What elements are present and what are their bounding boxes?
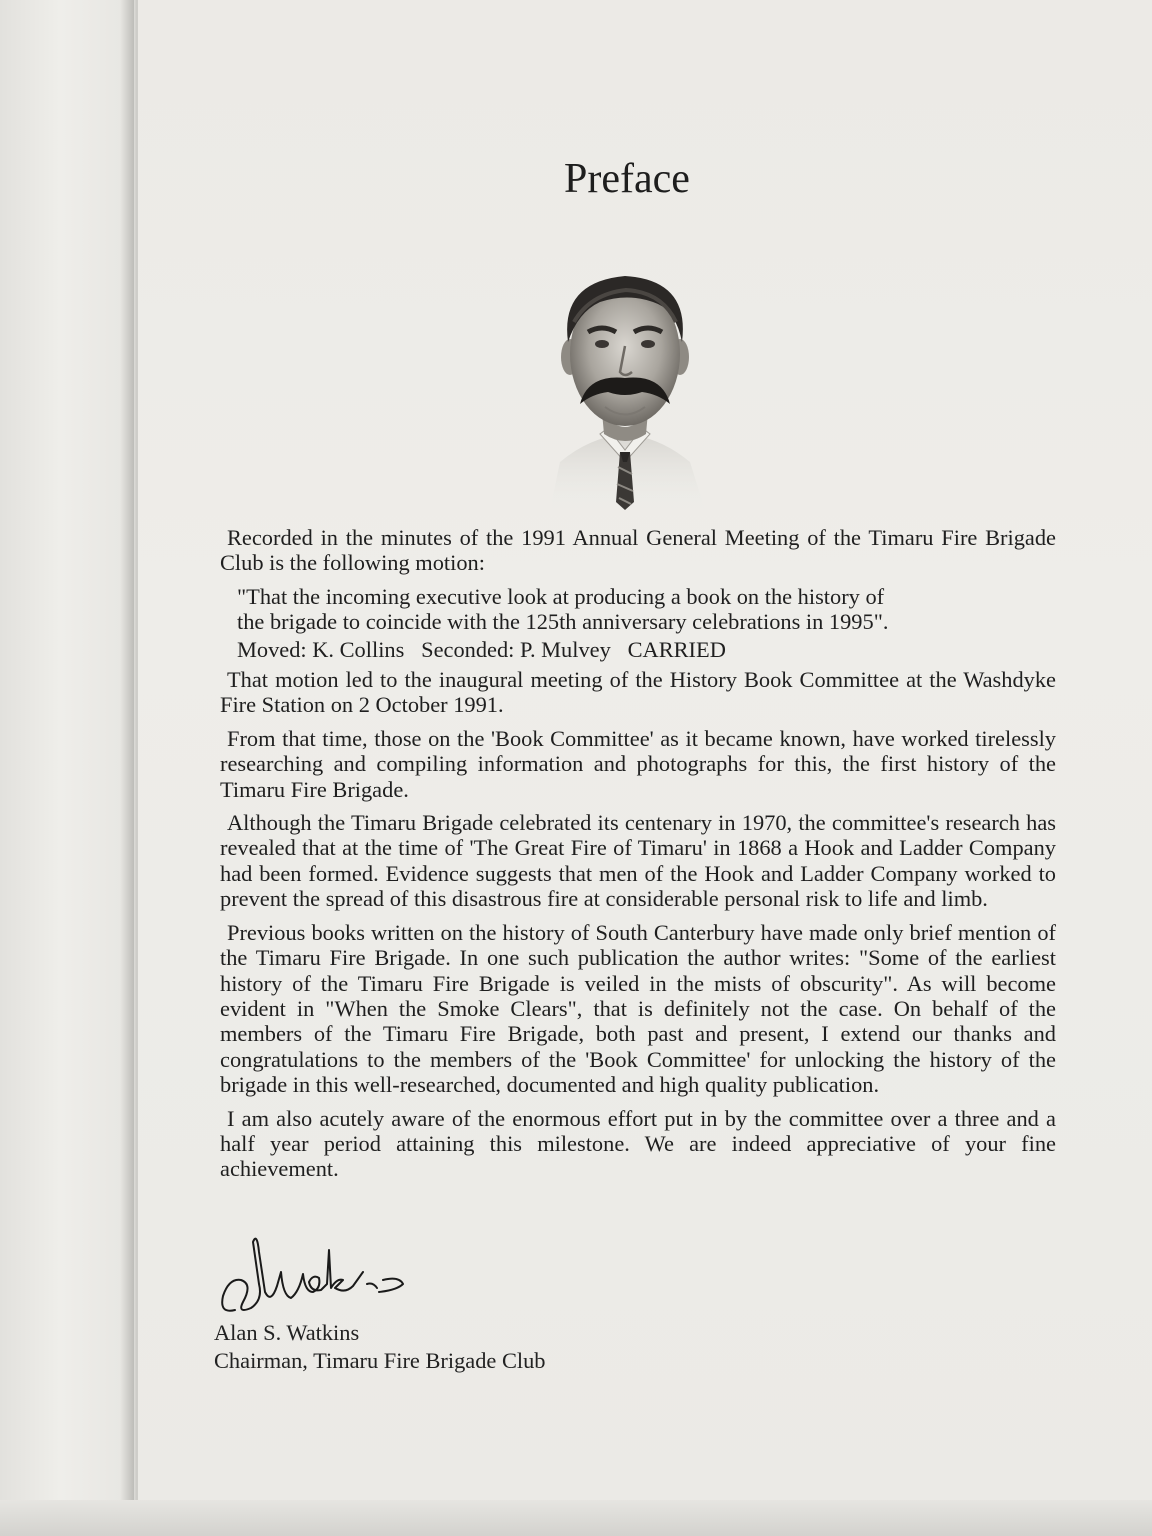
handwritten-signature [213,1222,413,1322]
left-page-edge [0,0,134,1536]
paragraph: From that time, those on the 'Book Committee' as it became known, have worked tirelessly researching and compiling information and photographs for this, the first history of the Timaru Fire Brigade. [220,725,1056,802]
signatory-role: Chairman, Timaru Fire Brigade Club [214,1348,546,1373]
motion-result: Moved: K. Collins Seconded: P. Mulvey CARRIED [237,636,726,662]
page-title: Preface [564,156,690,202]
motion-line: "That the incoming executive look at producing a book on the history of [237,583,885,609]
paragraph: I am also acutely aware of the enormous effort put in by the committee over a three and a half year period attaining this milestone. We are indeed appreciative of your fine achievement. [220,1105,1056,1182]
motion-line: the brigade to coincide with the 125th anniversary celebrations in 1995". [237,609,889,635]
paragraph: Recorded in the minutes of the 1991 Annual General Meeting of the Timaru Fire Brigade Club is the following motion: [220,525,1056,576]
signature-block [214,1319,546,1375]
paragraph: That motion led to the inaugural meeting of the History Book Committee at the Washdyke Fire Station on 2 October 1991. [220,667,1056,718]
preface-body [220,525,1056,1190]
paragraph: Although the Timaru Brigade celebrated its centenary in 1970, the committee's research has revealed that at the time of 'The Great Fire of Timaru' in 1868 a Hook and Ladder Company had been formed. Evidence suggests that men of the Hook and Ladder Company worked to prevent the spread of this disastrous fire at considerable personal risk to life and limb. [220,810,1056,912]
motion-quote [237,584,1056,635]
paragraph: Previous books written on the history of South Canterbury have made only brief mention of the Timaru Fire Brigade. In one such publication the author writes: "Some of the earliest history of the Timaru Fire Brigade is veiled in the mists of obscurity". As will become evident in "When the Smoke Clears", that is definitely not the case. On behalf of the members of the Timaru Fire Brigade, both past and present, I extend our thanks and congratulations to the members of the 'Book Committee' for unlocking the history of the brigade in this well-researched, documented and high quality publication. [220,919,1056,1098]
signatory-name: Alan S. Watkins [214,1320,360,1345]
table-surface [0,1500,1152,1536]
show-through-text [600,280,980,460]
